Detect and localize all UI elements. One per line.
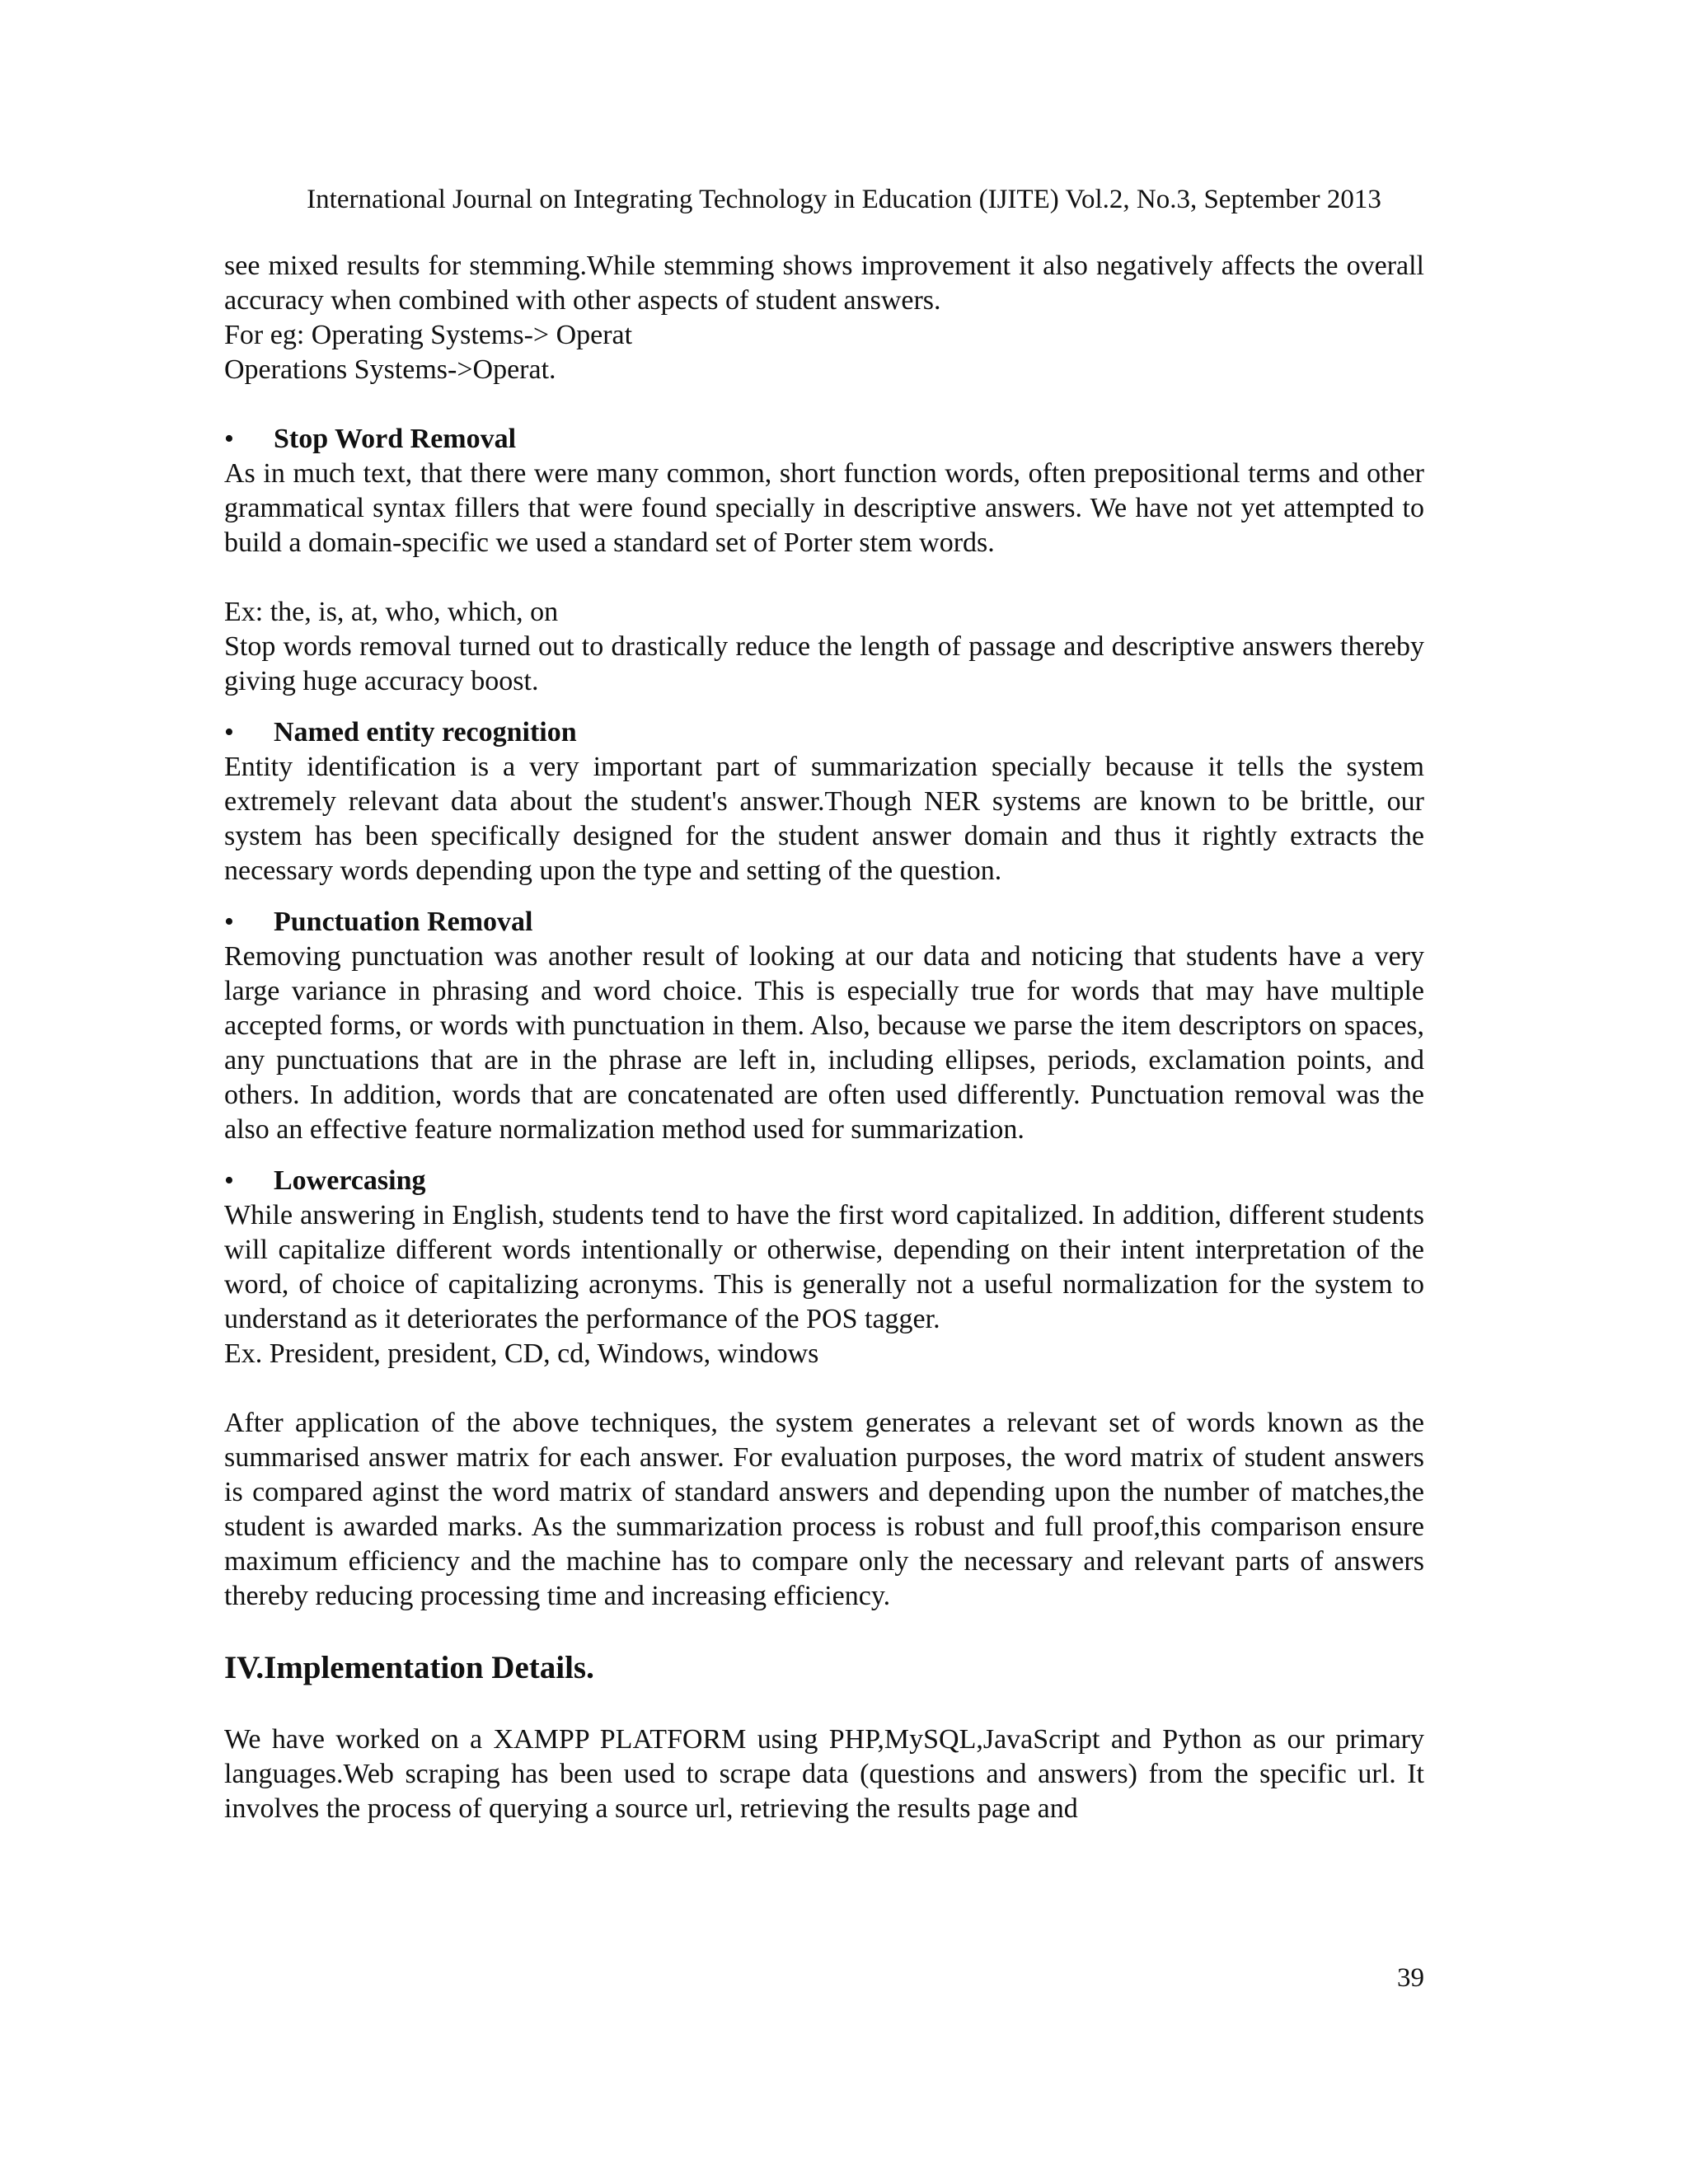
bullet-icon: • (224, 717, 234, 748)
summary-paragraph: After application of the above techniques, the system generates a relevant set of words known as the summarised answer matrix for each answer. For evaluation purposes, the word matrix of student answers is compared aginst the word matrix of standard answers and depending upon the number of matches,the student is awarded marks. As the summarization process is robust and full proof,this comparison ensure maximum efficiency and the machine has to compare only the necessary and relevant parts of answers thereby reducing processing time and increasing efficiency. (224, 1408, 1424, 1611)
intro-paragraph: see mixed results for stemming.While stemming shows improvement it also negatively affects the overall accuracy when combined with other aspects of student answers. (224, 251, 1424, 316)
lowercasing-paragraph: While answering in English, students tend to have the first word capitalized. In addition, different students will capitalize different words intentionally or otherwise, depending on their intent interpretation of the word, of choice of capitalizing acronyms. This is generally not a useful normalization for the system to understand as it deteriorates the performance of the POS tagger. (224, 1200, 1424, 1334)
intro-example-1: For eg: Operating Systems-> Operat (224, 320, 633, 350)
ner-paragraph: Entity identification is a very important part of summarization specially because it tells the system extremely relevant data about the student's answer.Though NER systems are known to be brittle, our system has been specifically designed for the student answer domain and thus it rightly extracts the necessary words depending upon the type and setting of the question. (224, 752, 1424, 886)
running-header: International Journal on Integrating Technology in Education (IJITE) Vol.2, No.3, September 2013 (307, 185, 1381, 214)
stop-words-paragraph: As in much text, that there were many common, short function words, often prepositional terms and other grammatical syntax fillers that were found specially in descriptive answers. We have not yet attempted to build a domain-specific we used a standard set of Porter stem words. (224, 458, 1424, 558)
section-title: Stop Word Removal (274, 424, 517, 454)
section-title: Punctuation Removal (274, 907, 533, 937)
bullet-icon: • (224, 1165, 234, 1196)
stop-words-example: Ex: the, is, at, who, which, on (224, 597, 559, 627)
intro-example-2: Operations Systems->Operat. (224, 354, 556, 385)
section-title: Lowercasing (274, 1165, 426, 1196)
bullet-icon: • (224, 424, 234, 454)
implementation-paragraph: We have worked on a XAMPP PLATFORM using PHP,MySQL,JavaScript and Python as our primary languages.Web scraping has been used to scrape data (questions and answers) from the specific url. It involves the process of querying a source url, retrieving the results page and (224, 1724, 1424, 1824)
stop-words-paragraph-2: Stop words removal turned out to drastically reduce the length of passage and descriptive answers thereby giving huge accuracy boost. (224, 631, 1424, 696)
lowercasing-example: Ex. President, president, CD, cd, Windows, windows (224, 1338, 819, 1369)
page-number: 39 (1397, 1963, 1424, 1993)
section-heading-punctuation (224, 905, 1424, 940)
section-title: Named entity recognition (274, 717, 577, 748)
section-heading-ner (224, 715, 1424, 750)
section-heading-implementation: IV.Implementation Details. (224, 1650, 594, 1685)
section-heading-stop-words (224, 422, 1424, 457)
bullet-icon: • (224, 907, 234, 937)
punctuation-paragraph: Removing punctuation was another result of looking at our data and noticing that students have a very large variance in phrasing and word choice. This is especially true for words that may have multiple accepted forms, or words with punctuation in them. Also, because we parse the item descriptors on spaces, any punctuations that are in the phrase are left in, including ellipses, periods, exclamation points, and others. In addition, words that are concatenated are often used differently. Punctuation removal was the also an effective feature normalization method used for summarization. (224, 941, 1424, 1145)
page-body (224, 249, 1424, 1826)
section-heading-lowercasing (224, 1164, 1424, 1198)
